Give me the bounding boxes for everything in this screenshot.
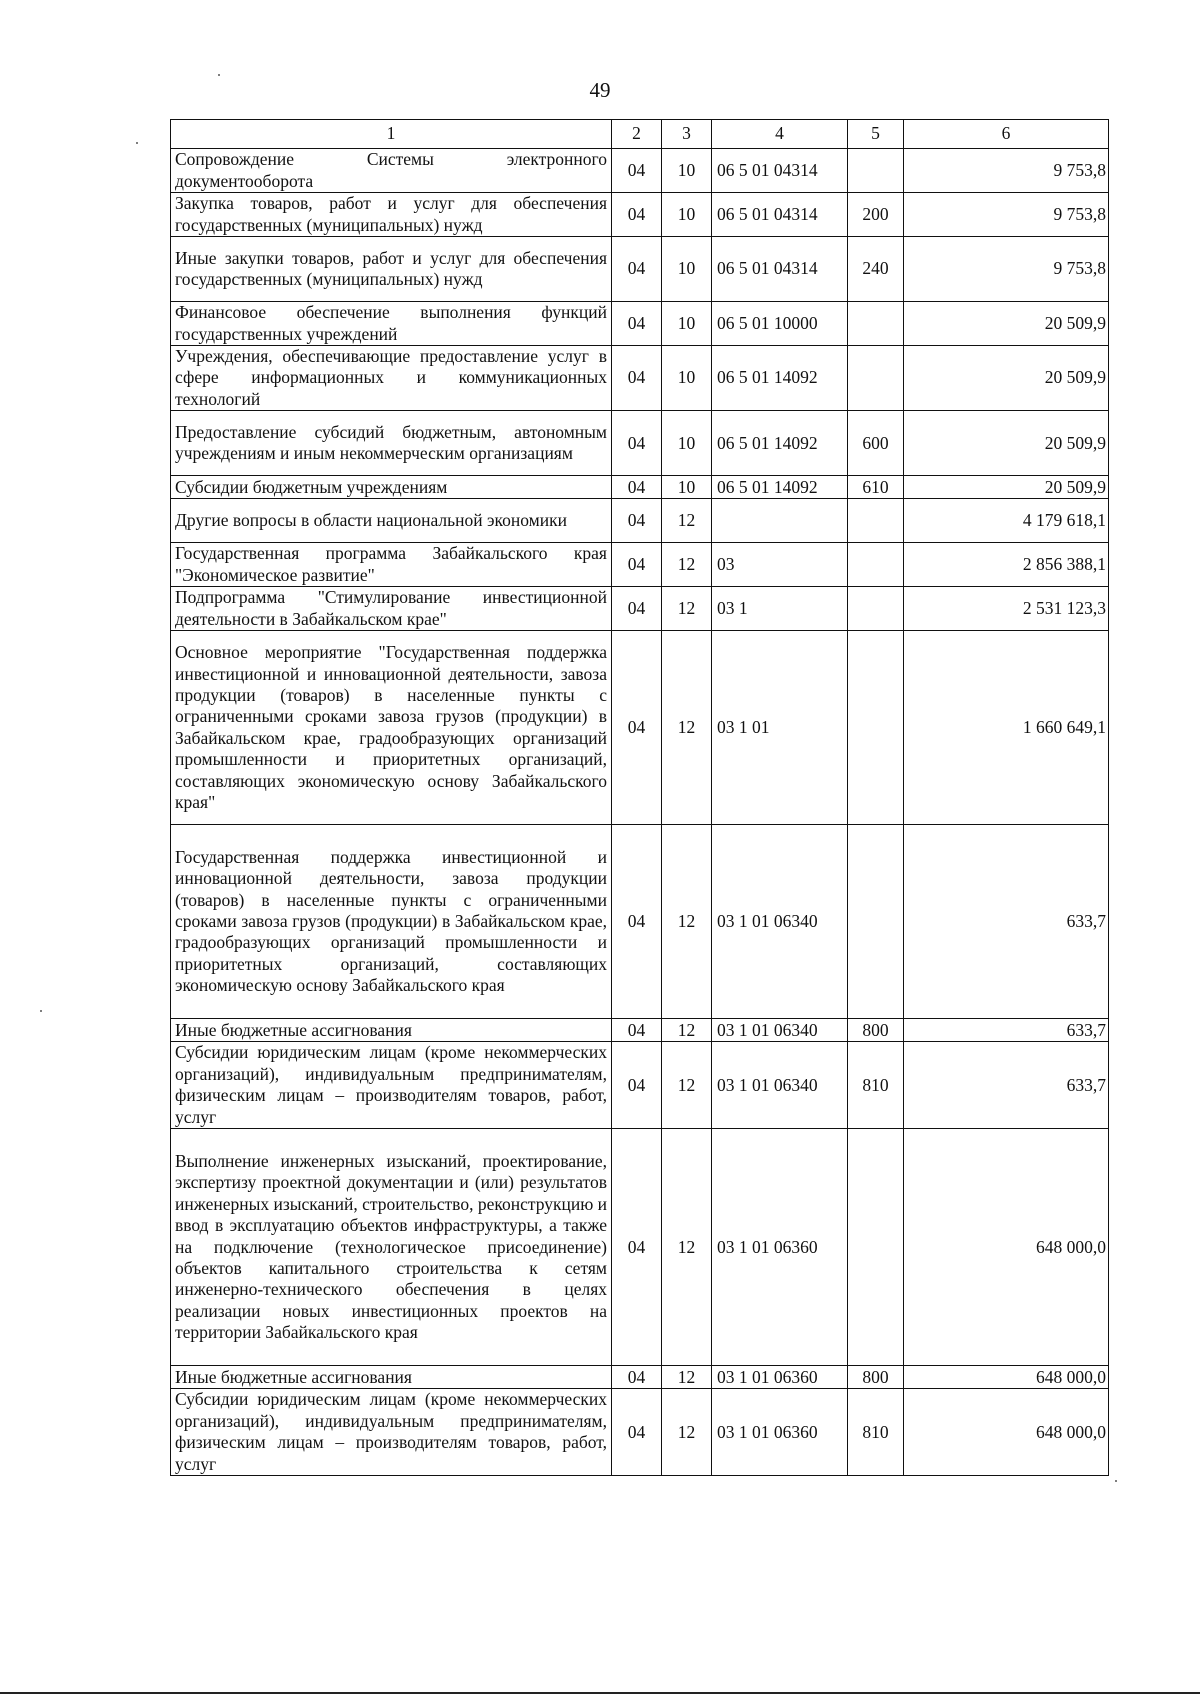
row-name: Основное мероприятие "Государственная поддержка инвестиционной и инновационной деятельности, завоза продукции (товаров) в населенные пункты с ограниченными сроками завоза грузов (продукции) в Забайкальском крае, градообразующих организаций промышленности и приоритетных организаций, составляющих экономическую основу Забайкальского края"	[171, 631, 612, 825]
row-section: 04	[612, 1389, 662, 1476]
row-section: 04	[612, 1129, 662, 1366]
table-row	[171, 499, 1109, 543]
row-amount: 4 179 618,1	[904, 499, 1109, 543]
row-subsection: 10	[662, 237, 712, 302]
row-section: 04	[612, 825, 662, 1019]
row-name: Подпрограмма "Стимулирование инвестиционной деятельности в Забайкальском крае"	[171, 587, 612, 631]
row-subsection: 12	[662, 587, 712, 631]
row-amount: 648 000,0	[904, 1129, 1109, 1366]
row-name: Иные бюджетные ассигнования	[171, 1366, 612, 1389]
row-expense-type	[848, 302, 904, 346]
row-subsection: 10	[662, 302, 712, 346]
row-target-code: 03 1 01 06340	[712, 1019, 848, 1042]
row-amount: 648 000,0	[904, 1366, 1109, 1389]
scan-edge-line	[0, 1692, 1200, 1694]
row-expense-type: 600	[848, 411, 904, 476]
table-row	[171, 411, 1109, 476]
row-amount: 648 000,0	[904, 1389, 1109, 1476]
page-number: 49	[589, 78, 611, 102]
row-target-code: 06 5 01 04314	[712, 237, 848, 302]
table-row	[171, 1042, 1109, 1129]
row-target-code: 03 1 01 06340	[712, 1042, 848, 1129]
row-expense-type	[848, 149, 904, 193]
row-name: Сопровождение Системы электронного документооборота	[171, 149, 612, 193]
row-target-code: 03 1 01 06360	[712, 1129, 848, 1366]
row-expense-type	[848, 587, 904, 631]
table-row	[171, 825, 1109, 1019]
column-number: 6	[904, 120, 1109, 149]
row-name: Финансовое обеспечение выполнения функций государственных учреждений	[171, 302, 612, 346]
row-section: 04	[612, 631, 662, 825]
table-row	[171, 543, 1109, 587]
table-row	[171, 149, 1109, 193]
row-subsection: 12	[662, 825, 712, 1019]
row-expense-type	[848, 499, 904, 543]
row-name: Предоставление субсидий бюджетным, автономным учреждениям и иным некоммерческим организациям	[171, 411, 612, 476]
row-name: Учреждения, обеспечивающие предоставление услуг в сфере информационных и коммуникационных технологий	[171, 346, 612, 411]
row-section: 04	[612, 302, 662, 346]
row-subsection: 12	[662, 1129, 712, 1366]
row-target-code: 06 5 01 14092	[712, 346, 848, 411]
table-row	[171, 193, 1109, 237]
row-amount: 20 509,9	[904, 476, 1109, 499]
row-target-code: 03 1 01 06340	[712, 825, 848, 1019]
row-subsection: 10	[662, 193, 712, 237]
scan-speck	[1115, 1480, 1117, 1482]
row-amount: 633,7	[904, 1042, 1109, 1129]
row-section: 04	[612, 346, 662, 411]
row-target-code: 06 5 01 14092	[712, 411, 848, 476]
row-target-code: 03 1 01	[712, 631, 848, 825]
row-amount: 9 753,8	[904, 237, 1109, 302]
row-section: 04	[612, 499, 662, 543]
table-row	[171, 237, 1109, 302]
row-target-code: 06 5 01 04314	[712, 193, 848, 237]
row-name: Субсидии юридическим лицам (кроме некоммерческих организаций), индивидуальным предпринимателям, физическим лицам – производителям товаров, работ, услуг	[171, 1389, 612, 1476]
table-row	[171, 346, 1109, 411]
table-row	[171, 1366, 1109, 1389]
row-subsection: 10	[662, 411, 712, 476]
row-expense-type	[848, 825, 904, 1019]
row-expense-type	[848, 543, 904, 587]
column-number: 1	[171, 120, 612, 149]
row-target-code: 03	[712, 543, 848, 587]
row-expense-type: 810	[848, 1042, 904, 1129]
table-row	[171, 631, 1109, 825]
row-section: 04	[612, 237, 662, 302]
row-name: Другие вопросы в области национальной экономики	[171, 499, 612, 543]
row-target-code: 03 1 01 06360	[712, 1366, 848, 1389]
row-name: Государственная программа Забайкальского края "Экономическое развитие"	[171, 543, 612, 587]
row-target-code: 06 5 01 14092	[712, 476, 848, 499]
row-section: 04	[612, 1366, 662, 1389]
scan-speck	[218, 74, 220, 76]
column-number: 2	[612, 120, 662, 149]
row-subsection: 10	[662, 476, 712, 499]
row-subsection: 12	[662, 543, 712, 587]
row-name: Субсидии юридическим лицам (кроме некоммерческих организаций), индивидуальным предпринимателям, физическим лицам – производителям товаров, работ, услуг	[171, 1042, 612, 1129]
table-row	[171, 1129, 1109, 1366]
row-name: Иные бюджетные ассигнования	[171, 1019, 612, 1042]
table-row	[171, 1389, 1109, 1476]
row-target-code: 03 1 01 06360	[712, 1389, 848, 1476]
row-subsection: 12	[662, 499, 712, 543]
row-subsection: 12	[662, 1042, 712, 1129]
row-expense-type	[848, 631, 904, 825]
row-expense-type	[848, 1129, 904, 1366]
row-subsection: 12	[662, 631, 712, 825]
row-name: Государственная поддержка инвестиционной и инновационной деятельности, завоза продукции (товаров) в населенные пункты с ограниченными сроками завоза грузов (продукции) в Забайкальском крае, градообразующих организаций промышленности и приоритетных организаций, составляющих экономическую основу Забайкальского края	[171, 825, 612, 1019]
row-target-code: 03 1	[712, 587, 848, 631]
row-expense-type: 610	[848, 476, 904, 499]
row-section: 04	[612, 1042, 662, 1129]
row-amount: 9 753,8	[904, 193, 1109, 237]
row-section: 04	[612, 476, 662, 499]
column-number-row	[171, 120, 1109, 149]
row-section: 04	[612, 411, 662, 476]
table-row	[171, 587, 1109, 631]
row-subsection: 12	[662, 1019, 712, 1042]
row-expense-type	[848, 346, 904, 411]
row-subsection: 12	[662, 1366, 712, 1389]
row-name: Закупка товаров, работ и услуг для обеспечения государственных (муниципальных) нужд	[171, 193, 612, 237]
row-section: 04	[612, 1019, 662, 1042]
column-number: 4	[712, 120, 848, 149]
row-expense-type: 800	[848, 1366, 904, 1389]
table-row	[171, 302, 1109, 346]
row-section: 04	[612, 193, 662, 237]
column-number: 5	[848, 120, 904, 149]
row-name: Субсидии бюджетным учреждениям	[171, 476, 612, 499]
row-expense-type: 240	[848, 237, 904, 302]
row-subsection: 10	[662, 149, 712, 193]
scan-speck	[40, 1010, 42, 1012]
row-name: Выполнение инженерных изысканий, проектирование, экспертизу проектной документации и (или) результатов инженерных изысканий, строительство, реконструкцию и ввод в эксплуатацию объектов инфраструктуры, а также на подключение (технологическое присоединение) объектов капитального строительства к сетям инженерно-технического обеспечения в целях реализации новых инвестиционных проектов на территории Забайкальского края	[171, 1129, 612, 1366]
row-amount: 2 856 388,1	[904, 543, 1109, 587]
row-amount: 20 509,9	[904, 346, 1109, 411]
row-amount: 1 660 649,1	[904, 631, 1109, 825]
table-row	[171, 476, 1109, 499]
row-amount: 633,7	[904, 825, 1109, 1019]
row-expense-type: 800	[848, 1019, 904, 1042]
row-expense-type: 810	[848, 1389, 904, 1476]
column-number: 3	[662, 120, 712, 149]
row-section: 04	[612, 149, 662, 193]
row-subsection: 10	[662, 346, 712, 411]
budget-table	[170, 119, 1109, 1476]
row-expense-type: 200	[848, 193, 904, 237]
row-amount: 2 531 123,3	[904, 587, 1109, 631]
row-section: 04	[612, 587, 662, 631]
row-subsection: 12	[662, 1389, 712, 1476]
row-section: 04	[612, 543, 662, 587]
row-target-code: 06 5 01 10000	[712, 302, 848, 346]
scan-speck	[136, 142, 138, 144]
row-target-code: 06 5 01 04314	[712, 149, 848, 193]
row-amount: 633,7	[904, 1019, 1109, 1042]
row-amount: 20 509,9	[904, 411, 1109, 476]
table-body	[171, 149, 1109, 1476]
row-amount: 9 753,8	[904, 149, 1109, 193]
row-amount: 20 509,9	[904, 302, 1109, 346]
row-target-code	[712, 499, 848, 543]
row-name: Иные закупки товаров, работ и услуг для обеспечения государственных (муниципальных) нужд	[171, 237, 612, 302]
table-row	[171, 1019, 1109, 1042]
